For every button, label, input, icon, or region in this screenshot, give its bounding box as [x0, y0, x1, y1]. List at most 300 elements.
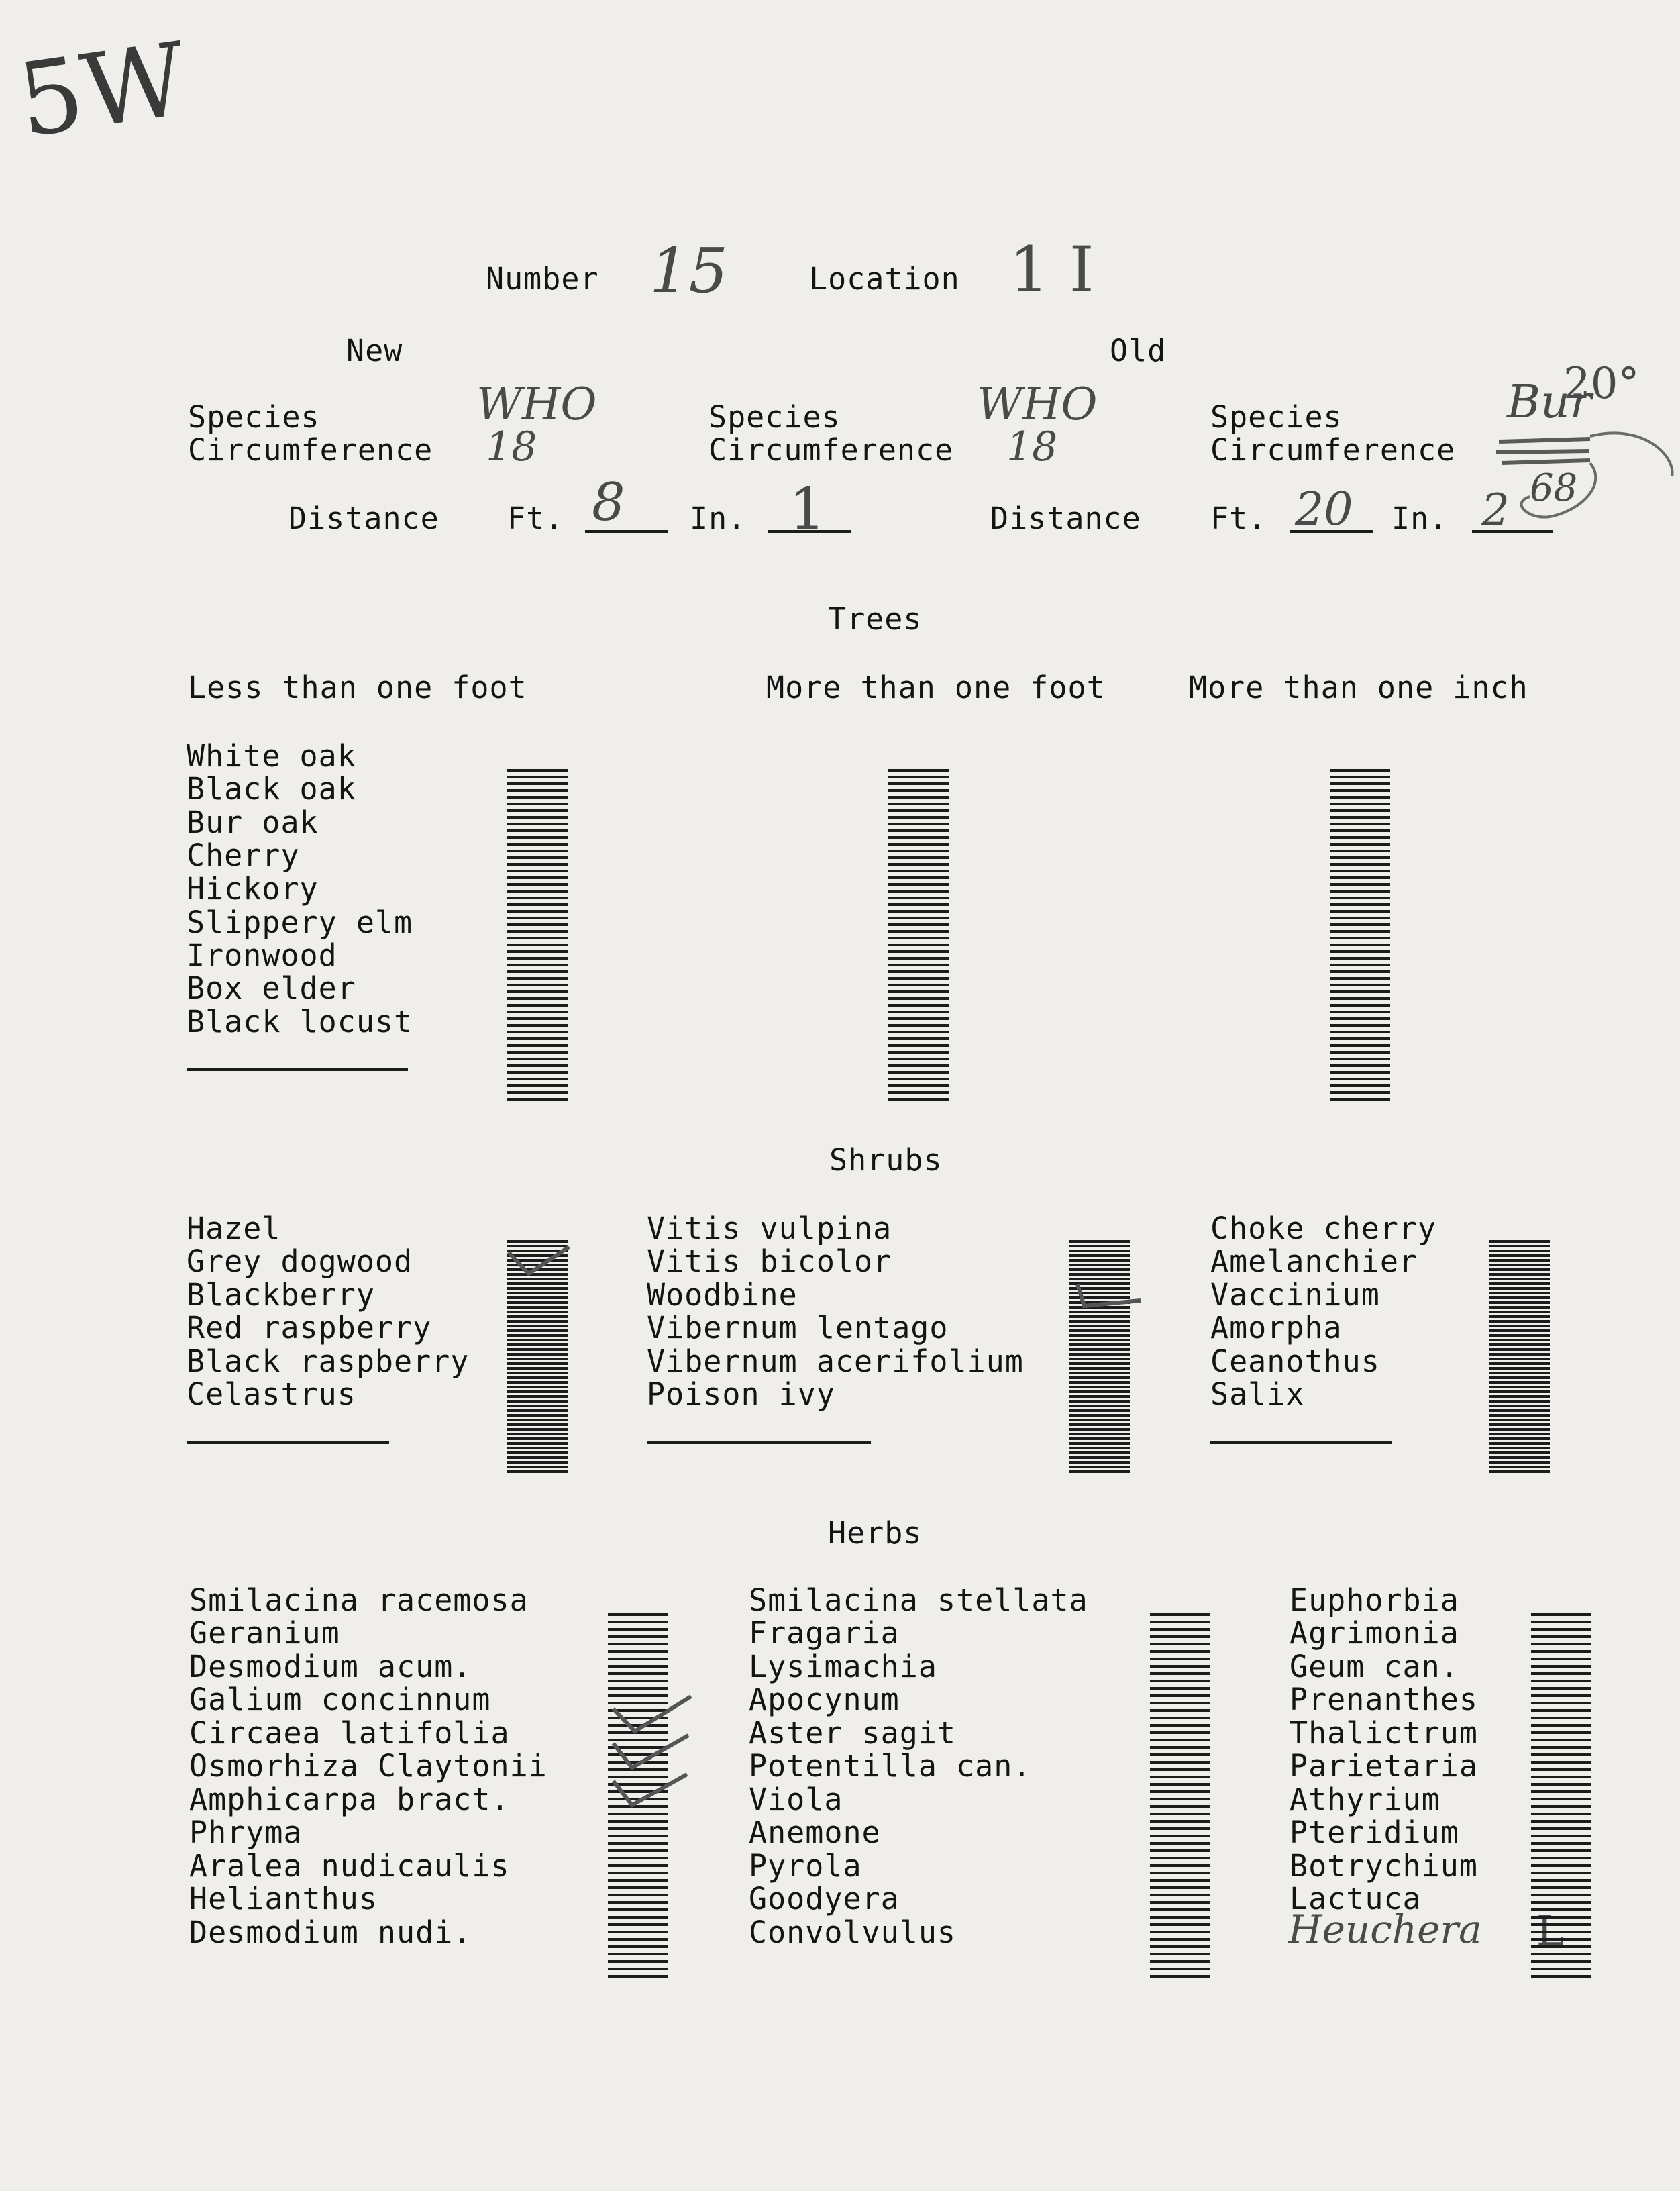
- checkbox-blank: [888, 1031, 949, 1033]
- checkbox-blank: [507, 1451, 568, 1454]
- checkbox-blank: [507, 1091, 568, 1094]
- circumference-label-2: Circumference: [708, 432, 954, 468]
- checkbox-blank: [1150, 1901, 1210, 1904]
- checkbox-blank: [1330, 803, 1390, 805]
- checkbox-blank: [507, 1433, 568, 1435]
- checkbox-blank: [507, 1078, 568, 1080]
- checkbox-blank: [1531, 1975, 1591, 1978]
- checkbox-blank: [888, 950, 949, 953]
- checkbox-blank: [1069, 1273, 1130, 1276]
- checkbox-blank: [507, 863, 568, 866]
- checkbox-blank: [608, 1643, 668, 1645]
- checkbox-blank: [608, 1908, 668, 1911]
- checkbox-blank: [1150, 1798, 1210, 1800]
- number-label: Number: [486, 261, 599, 297]
- checkbox-blank: [1330, 1091, 1390, 1094]
- checkbox-blank: [1069, 1358, 1130, 1360]
- checkbox-blank: [1150, 1635, 1210, 1638]
- checkbox-blank: [608, 1680, 668, 1682]
- herb-item: Viola: [749, 1782, 843, 1817]
- herb-item: Galium concinnum: [189, 1682, 491, 1717]
- checkbox-blank: [888, 876, 949, 879]
- checkbox-blank: [1150, 1908, 1210, 1911]
- checkbox-blank: [507, 977, 568, 980]
- checkbox-blank: [1489, 1250, 1550, 1252]
- checkbox-blank: [507, 1461, 568, 1464]
- checkbox-blank: [1330, 997, 1390, 1000]
- checkbox-blank: [507, 1071, 568, 1074]
- checkbox-blank: [1531, 1746, 1591, 1749]
- checkbox-blank: [888, 930, 949, 933]
- old-species: Bur: [1507, 376, 1592, 429]
- tree-item: Box elder: [187, 970, 356, 1006]
- shrub-item: Vibernum lentago: [647, 1310, 949, 1345]
- checkbox-blank: [1489, 1447, 1550, 1449]
- checkbox-blank: [1330, 856, 1390, 859]
- checkbox-blank: [1489, 1268, 1550, 1271]
- checkbox-blank: [888, 1078, 949, 1080]
- shrub-item: Vibernum acerifolium: [647, 1343, 1024, 1379]
- checkbox-blank: [608, 1827, 668, 1830]
- checkbox-blank: [1150, 1753, 1210, 1756]
- herb-item: Euphorbia: [1290, 1582, 1459, 1618]
- checkbox-blank: [507, 816, 568, 819]
- checkbox-blank: [507, 836, 568, 839]
- checkbox-blank: [1489, 1395, 1550, 1398]
- checkbox-blank: [507, 1334, 568, 1337]
- checkbox-blank: [507, 1466, 568, 1468]
- herb-item: Lactuca: [1290, 1881, 1422, 1917]
- checkbox-blank: [1150, 1805, 1210, 1808]
- checkbox-blank: [1150, 1628, 1210, 1631]
- checkbox-blank: [1489, 1282, 1550, 1285]
- checkbox-blank: [1489, 1273, 1550, 1276]
- herb-item: Aster sagit: [749, 1715, 957, 1751]
- new-species-1: WHO: [476, 378, 597, 430]
- checkbox-blank: [1531, 1901, 1591, 1904]
- checkbox-blank: [888, 997, 949, 1000]
- shrub-item: Celastrus: [187, 1376, 356, 1412]
- herb-item: Smilacina racemosa: [189, 1582, 529, 1618]
- checkbox-blank: [507, 1381, 568, 1384]
- checkbox-blank: [1069, 1419, 1130, 1421]
- old-ft-blank: [1290, 530, 1373, 533]
- checkbox-blank: [1330, 796, 1390, 799]
- checkbox-blank: [1330, 816, 1390, 819]
- checkbox-blank: [1150, 1894, 1210, 1896]
- checkbox-blank: [507, 1339, 568, 1341]
- checkbox-blank: [1069, 1329, 1130, 1332]
- checkbox-blank: [1531, 1643, 1591, 1645]
- tree-item: Cherry: [187, 837, 300, 873]
- checkbox-blank: [507, 829, 568, 832]
- checkbox-blank: [1150, 1746, 1210, 1749]
- checkbox-blank: [1489, 1287, 1550, 1290]
- herb-item: Athyrium: [1290, 1782, 1440, 1817]
- corner-note: 5W: [11, 21, 194, 160]
- shrub-item: Woodbine: [647, 1277, 798, 1313]
- checkbox-blank: [507, 1292, 568, 1294]
- herb-item: Botrychium: [1290, 1848, 1478, 1884]
- number-value: 15: [649, 235, 729, 307]
- checkbox-blank: [507, 923, 568, 926]
- checkbox-blank: [888, 1011, 949, 1013]
- checkbox-blank: [1489, 1423, 1550, 1426]
- new-distance-ft: 8: [592, 472, 625, 533]
- checkbox-blank: [1489, 1451, 1550, 1454]
- checkbox-blank: [507, 1390, 568, 1393]
- herb-item: Apocynum: [749, 1682, 900, 1717]
- tree-item: Black oak: [187, 771, 356, 807]
- checkbox-blank: [888, 890, 949, 893]
- checkbox-blank: [1330, 1017, 1390, 1020]
- checkbox-blank: [1489, 1409, 1550, 1412]
- checkbox-blank: [888, 863, 949, 866]
- checkbox-blank: [888, 836, 949, 839]
- shrub-item: Salix: [1210, 1376, 1305, 1412]
- checkbox-blank: [1150, 1776, 1210, 1778]
- checkbox-blank: [1531, 1724, 1591, 1727]
- checkbox-blank: [507, 1315, 568, 1318]
- checkbox-blank: [1330, 937, 1390, 939]
- checkbox-blank: [1150, 1680, 1210, 1682]
- herb-item: Thalictrum: [1290, 1715, 1478, 1751]
- checkbox-blank: [1330, 823, 1390, 825]
- checkbox-blank: [1150, 1938, 1210, 1941]
- herb-added-name: Heuchera: [1288, 1906, 1482, 1952]
- checkbox-blank: [1150, 1849, 1210, 1852]
- checkbox-blank: [507, 1395, 568, 1398]
- checkbox-blank: [1531, 1680, 1591, 1682]
- checkbox-blank: [888, 1051, 949, 1054]
- checkbox-blank: [1531, 1672, 1591, 1675]
- new-circumference-2: 18: [1006, 423, 1058, 470]
- checkbox-blank: [507, 1282, 568, 1285]
- shrub-item: Vitis vulpina: [647, 1211, 892, 1246]
- checkbox-blank: [1150, 1731, 1210, 1734]
- checkbox-blank: [1531, 1864, 1591, 1867]
- checkbox-blank: [507, 1306, 568, 1309]
- checkbox-blank: [1069, 1325, 1130, 1327]
- checkbox-blank: [1069, 1367, 1130, 1370]
- checkbox-blank: [1489, 1433, 1550, 1435]
- herb-item: Pyrola: [749, 1848, 862, 1884]
- checkbox-blank: [1330, 1078, 1390, 1080]
- checkbox-blank: [1330, 1051, 1390, 1054]
- checkbox-blank: [1150, 1768, 1210, 1771]
- herb-item: Lysimachia: [749, 1649, 937, 1684]
- checkbox-blank: [1069, 1414, 1130, 1417]
- checkbox-blank: [1531, 1827, 1591, 1830]
- checkbox-blank: [608, 1621, 668, 1623]
- checkbox-blank: [507, 1386, 568, 1388]
- checkbox-blank: [608, 1628, 668, 1631]
- checkbox-blank: [1150, 1923, 1210, 1926]
- checkbox-blank: [1069, 1442, 1130, 1445]
- checkbox-blank: [608, 1665, 668, 1668]
- circumference-label-3: Circumference: [1210, 432, 1456, 468]
- checkbox-blank: [1069, 1348, 1130, 1351]
- checkbox-blank: [608, 1835, 668, 1837]
- distance-label-new: Distance: [288, 501, 439, 536]
- location-value: 1 I: [1009, 234, 1094, 307]
- checkbox-blank: [1150, 1658, 1210, 1660]
- checkbox-blank: [888, 803, 949, 805]
- checkbox-blank: [1069, 1254, 1130, 1257]
- checkbox-blank: [1531, 1916, 1591, 1919]
- checkbox-blank: [888, 870, 949, 872]
- trees-col-header-1: Less than one foot: [188, 670, 527, 705]
- checkbox-blank: [608, 1613, 668, 1616]
- checkbox-blank: [1069, 1433, 1130, 1435]
- checkbox-blank: [888, 897, 949, 899]
- checkbox-blank: [888, 1037, 949, 1040]
- checkbox-blank: [1069, 1447, 1130, 1449]
- checkbox-blank: [1150, 1724, 1210, 1727]
- checkbox-blank: [1150, 1672, 1210, 1675]
- checkbox-blank: [888, 1098, 949, 1101]
- checkbox-blank: [1150, 1783, 1210, 1786]
- checkbox-blank: [1150, 1739, 1210, 1741]
- location-label: Location: [809, 261, 960, 297]
- checkbox-blank: [1069, 1456, 1130, 1459]
- checkbox-blank: [1531, 1945, 1591, 1948]
- checkbox-blank: [888, 1058, 949, 1060]
- checkbox-blank: [507, 897, 568, 899]
- checkbox-blank: [1489, 1414, 1550, 1417]
- tree-item: White oak: [187, 738, 356, 774]
- herb-item: Geum can.: [1290, 1649, 1459, 1684]
- checkbox-blank: [1330, 890, 1390, 893]
- checkbox-blank: [1330, 836, 1390, 839]
- checkbox-blank: [608, 1975, 668, 1978]
- checkbox-blank: [1531, 1872, 1591, 1874]
- trees-title: Trees: [828, 601, 923, 637]
- checkbox-blank: [888, 796, 949, 799]
- tree-item: Hickory: [187, 871, 319, 907]
- checkbox-blank: [507, 1405, 568, 1407]
- checkbox-blank: [1531, 1960, 1591, 1963]
- checkbox-blank: [507, 1423, 568, 1426]
- in-label-new: In.: [690, 501, 747, 536]
- checkbox-blank: [1330, 789, 1390, 792]
- checkbox-blank: [1150, 1643, 1210, 1645]
- checkbox-blank: [1489, 1329, 1550, 1332]
- checkbox-blank: [1069, 1250, 1130, 1252]
- checkbox-blank: [608, 1953, 668, 1955]
- checkbox-blank: [1150, 1665, 1210, 1668]
- tree-item: Black locust: [187, 1004, 413, 1039]
- checkbox-blank: [507, 997, 568, 1000]
- checkbox-blank: [608, 1879, 668, 1882]
- checkbox-blank: [1489, 1259, 1550, 1262]
- checkbox-blank: [507, 1084, 568, 1087]
- checkbox-blank: [1531, 1879, 1591, 1882]
- checkbox-blank: [507, 870, 568, 872]
- herb-item: Potentilla can.: [749, 1748, 1032, 1784]
- checkbox-blank: [507, 1098, 568, 1101]
- checkbox-blank: [507, 917, 568, 919]
- checkbox-blank: [1489, 1264, 1550, 1266]
- checkbox-blank: [1069, 1466, 1130, 1468]
- checkbox-blank: [1531, 1768, 1591, 1771]
- checkbox-blank: [507, 1017, 568, 1020]
- herbs-title: Herbs: [828, 1515, 923, 1551]
- checkbox-blank: [1150, 1953, 1210, 1955]
- checkbox-blank: [1150, 1886, 1210, 1889]
- checkbox-blank: [888, 856, 949, 859]
- checkbox-blank: [1531, 1739, 1591, 1741]
- checkbox-blank: [507, 944, 568, 946]
- checkbox-blank: [1531, 1886, 1591, 1889]
- checkbox-blank: [1531, 1717, 1591, 1719]
- checkbox-blank: [1531, 1968, 1591, 1970]
- ft-label-old: Ft.: [1210, 501, 1267, 536]
- checkbox-blank: [1531, 1783, 1591, 1786]
- checkbox-blank: [608, 1923, 668, 1926]
- checkbox-blank: [507, 1456, 568, 1459]
- checkbox-blank: [1069, 1264, 1130, 1266]
- checkbox-blank: [1150, 1613, 1210, 1616]
- shrub-item: Hazel: [187, 1211, 281, 1246]
- checkbox-blank: [1069, 1461, 1130, 1464]
- checkbox-blank: [888, 809, 949, 812]
- checkbox-blank: [1489, 1315, 1550, 1318]
- checkbox-blank: [1069, 1470, 1130, 1473]
- checkbox-blank: [507, 1376, 568, 1379]
- checkbox-blank: [1531, 1857, 1591, 1859]
- checkbox-blank: [507, 1409, 568, 1412]
- checkbox-blank: [1330, 944, 1390, 946]
- checkbox-blank: [1489, 1367, 1550, 1370]
- checkbox-blank: [1069, 1423, 1130, 1426]
- checkbox-blank: [608, 1820, 668, 1823]
- checkbox-blank: [888, 829, 949, 832]
- checkbox-blank: [888, 984, 949, 986]
- herb-item: Fragaria: [749, 1615, 900, 1651]
- shrub-item: Ceanothus: [1210, 1343, 1380, 1379]
- checkbox-blank: [507, 1367, 568, 1370]
- checkbox-blank: [1330, 850, 1390, 852]
- checkmark: [1073, 1279, 1147, 1315]
- checkbox-blank: [1531, 1665, 1591, 1668]
- checkbox-blank: [1531, 1621, 1591, 1623]
- checkbox-blank: [888, 923, 949, 926]
- circumference-label-1: Circumference: [188, 432, 433, 468]
- checkbox-blank: [507, 1447, 568, 1449]
- checkbox-blank: [1489, 1386, 1550, 1388]
- checkbox-blank: [1489, 1292, 1550, 1294]
- old-distance-in: 2: [1481, 485, 1510, 536]
- checkbox-blank: [507, 964, 568, 966]
- checkbox-blank: [1330, 1058, 1390, 1060]
- checkbox-blank: [1489, 1339, 1550, 1341]
- checkbox-blank: [1330, 1011, 1390, 1013]
- checkbox-blank: [1150, 1687, 1210, 1690]
- checkbox-blank: [888, 823, 949, 825]
- shrub-item: Blackberry: [187, 1277, 375, 1313]
- checkbox-blank: [608, 1901, 668, 1904]
- checkbox-blank: [507, 1372, 568, 1374]
- checkbox-blank: [507, 1353, 568, 1356]
- checkbox-blank: [888, 1064, 949, 1067]
- old-circumference: 68: [1530, 466, 1578, 510]
- shrub-item: Amelanchier: [1210, 1243, 1418, 1279]
- checkbox-blank: [1069, 1409, 1130, 1412]
- tree-item: Slippery elm: [187, 905, 413, 940]
- checkbox-blank: [888, 1024, 949, 1027]
- trees-col-header-3: More than one inch: [1189, 670, 1528, 705]
- checkbox-blank: [1330, 1084, 1390, 1087]
- checkbox-blank: [1069, 1386, 1130, 1388]
- checkbox-blank: [507, 1031, 568, 1033]
- checkbox-blank: [507, 1287, 568, 1290]
- checkbox-blank: [1069, 1353, 1130, 1356]
- ft-label-new: Ft.: [507, 501, 564, 536]
- checkbox-blank: [1531, 1635, 1591, 1638]
- checkbox-blank: [1069, 1240, 1130, 1243]
- new-ft-blank: [585, 530, 668, 533]
- checkbox-blank: [608, 1872, 668, 1874]
- checkbox-blank: [507, 1024, 568, 1027]
- checkbox-blank: [1069, 1390, 1130, 1393]
- herb-item: Pteridium: [1290, 1815, 1459, 1850]
- checkbox-blank: [888, 1017, 949, 1020]
- checkbox-blank: [507, 1428, 568, 1431]
- distance-label-old: Distance: [990, 501, 1141, 536]
- checkbox-blank: [608, 1960, 668, 1963]
- checkbox-blank: [1330, 1024, 1390, 1027]
- checkbox-blank: [507, 970, 568, 973]
- checkbox-blank: [1150, 1842, 1210, 1845]
- checkbox-blank: [507, 937, 568, 939]
- herb-item: Smilacina stellata: [749, 1582, 1088, 1618]
- checkbox-blank: [888, 977, 949, 980]
- checkbox-blank: [1489, 1470, 1550, 1473]
- in-label-old: In.: [1392, 501, 1449, 536]
- checkbox-blank: [1069, 1428, 1130, 1431]
- checkbox-blank: [1489, 1320, 1550, 1323]
- checkbox-blank: [1150, 1968, 1210, 1970]
- checkbox-blank: [1330, 1004, 1390, 1007]
- checkbox-blank: [1150, 1709, 1210, 1712]
- checkbox-blank: [1150, 1650, 1210, 1653]
- checkbox-blank: [888, 776, 949, 778]
- checkbox-blank: [507, 890, 568, 893]
- checkbox-blank: [1150, 1931, 1210, 1933]
- herb-item: Osmorhiza Claytonii: [189, 1748, 547, 1784]
- shrub-item: Vitis bicolor: [647, 1243, 892, 1279]
- checkbox-blank: [888, 964, 949, 966]
- checkbox-blank: [1330, 809, 1390, 812]
- checkbox-blank: [1489, 1348, 1550, 1351]
- checkbox-blank: [1531, 1820, 1591, 1823]
- checkbox-blank: [507, 1064, 568, 1067]
- checkbox-blank: [507, 1044, 568, 1047]
- checkbox-blank: [1330, 964, 1390, 966]
- checkbox-blank: [507, 930, 568, 933]
- checkbox-blank: [1150, 1694, 1210, 1697]
- herb-item: Parietaria: [1290, 1748, 1478, 1784]
- checkbox-blank: [507, 776, 568, 778]
- checkbox-blank: [1531, 1805, 1591, 1808]
- strikeout-scribble: [1489, 423, 1677, 530]
- checkbox-blank: [1531, 1731, 1591, 1734]
- checkbox-blank: [1531, 1953, 1591, 1955]
- checkbox-blank: [1330, 782, 1390, 785]
- checkbox-blank: [888, 1084, 949, 1087]
- checkbox-blank: [1489, 1325, 1550, 1327]
